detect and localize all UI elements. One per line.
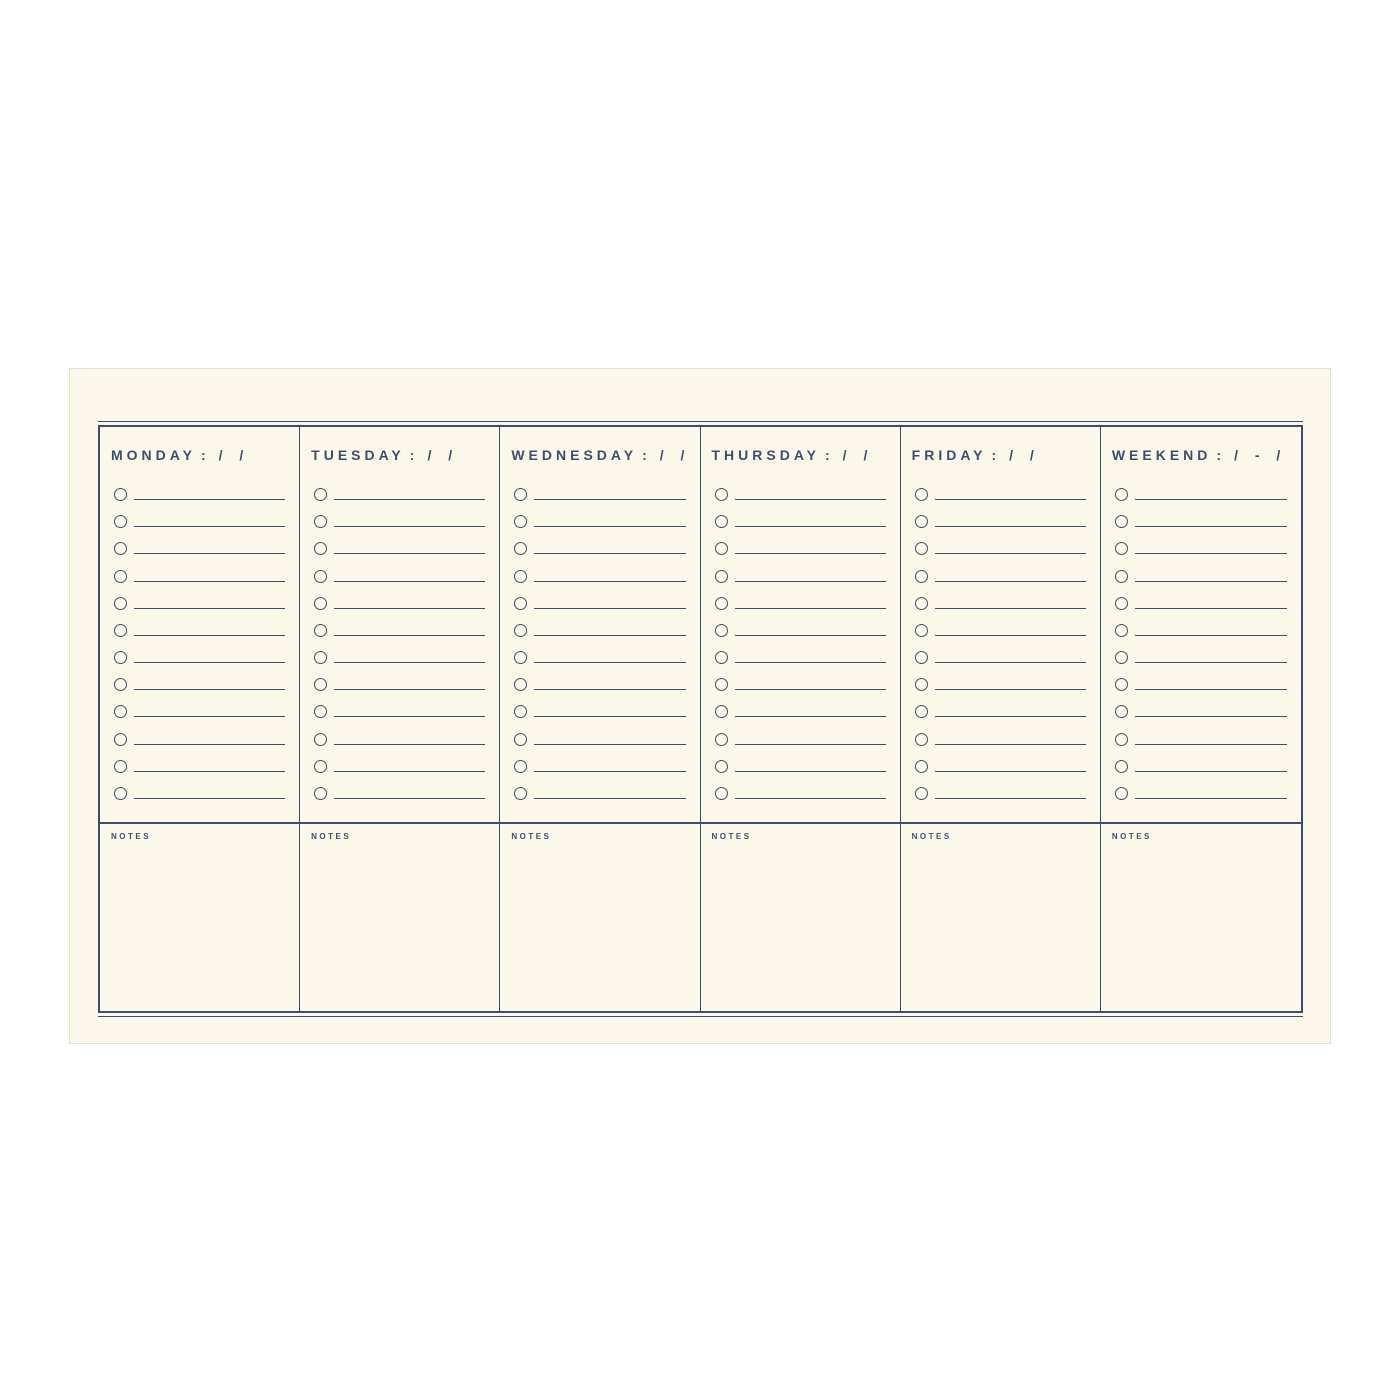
notes-section [701, 822, 900, 1011]
day-colon: : [825, 447, 830, 463]
task-writing-line[interactable] [935, 744, 1086, 745]
task-list [1101, 479, 1301, 805]
task-row[interactable] [100, 642, 299, 669]
checkbox-circle-icon[interactable] [514, 733, 527, 746]
checkbox-circle-icon[interactable] [314, 651, 327, 664]
task-row[interactable] [100, 506, 299, 533]
task-row[interactable] [500, 751, 699, 778]
task-writing-line[interactable] [935, 689, 1086, 690]
checkbox-circle-icon[interactable] [1115, 624, 1128, 637]
task-writing-line[interactable] [1135, 716, 1287, 717]
notes-label: NOTES [111, 832, 152, 841]
task-writing-line[interactable] [134, 744, 285, 745]
checkbox-circle-icon[interactable] [715, 542, 728, 555]
notes-section [1101, 822, 1301, 1011]
task-row[interactable] [300, 696, 499, 723]
task-row[interactable] [901, 723, 1100, 750]
day-column-weekend [1101, 427, 1301, 1011]
date-fill-in[interactable]: / / [659, 447, 687, 463]
task-writing-line[interactable] [1135, 581, 1287, 582]
date-fill-in[interactable]: / / [218, 447, 246, 463]
top-accent-rule [98, 421, 1303, 422]
task-writing-line[interactable] [534, 499, 685, 500]
checkbox-circle-icon[interactable] [915, 542, 928, 555]
day-columns [100, 427, 1301, 1011]
task-row[interactable] [1101, 560, 1301, 587]
checkbox-circle-icon[interactable] [915, 733, 928, 746]
task-row[interactable] [100, 588, 299, 615]
task-row[interactable] [500, 696, 699, 723]
notes-section [300, 822, 499, 1011]
task-row[interactable] [1101, 751, 1301, 778]
checkbox-circle-icon[interactable] [114, 651, 127, 664]
checkbox-circle-icon[interactable] [314, 515, 327, 528]
task-writing-line[interactable] [735, 635, 886, 636]
planner-table-wrap [98, 421, 1303, 1017]
task-writing-line[interactable] [334, 716, 485, 717]
checkbox-circle-icon[interactable] [314, 760, 327, 773]
task-row[interactable] [1101, 533, 1301, 560]
notes-label: NOTES [911, 832, 952, 841]
task-row[interactable] [300, 669, 499, 696]
task-writing-line[interactable] [534, 771, 685, 772]
notes-section [500, 822, 699, 1011]
task-writing-line[interactable] [334, 581, 485, 582]
task-writing-line[interactable] [735, 581, 886, 582]
task-row[interactable] [1101, 723, 1301, 750]
task-row[interactable] [500, 778, 699, 805]
task-row[interactable] [500, 560, 699, 587]
task-row[interactable] [300, 778, 499, 805]
checkbox-circle-icon[interactable] [314, 705, 327, 718]
task-writing-line[interactable] [735, 689, 886, 690]
task-list [500, 479, 699, 805]
day-label: MONDAY [111, 447, 196, 463]
checkbox-circle-icon[interactable] [114, 733, 127, 746]
task-row[interactable] [300, 533, 499, 560]
task-row[interactable] [300, 723, 499, 750]
date-fill-in[interactable]: / - / [1234, 447, 1283, 463]
task-writing-line[interactable] [935, 499, 1086, 500]
task-row[interactable] [701, 642, 900, 669]
task-row[interactable] [500, 588, 699, 615]
checkbox-circle-icon[interactable] [314, 597, 327, 610]
task-row[interactable] [1101, 778, 1301, 805]
notes-label: NOTES [511, 832, 552, 841]
task-writing-line[interactable] [534, 608, 685, 609]
checkbox-circle-icon[interactable] [314, 678, 327, 691]
task-row[interactable] [701, 696, 900, 723]
task-row[interactable] [500, 533, 699, 560]
task-row[interactable] [901, 506, 1100, 533]
task-writing-line[interactable] [735, 771, 886, 772]
task-writing-line[interactable] [1135, 744, 1287, 745]
checkbox-circle-icon[interactable] [715, 515, 728, 528]
checkbox-circle-icon[interactable] [915, 705, 928, 718]
task-writing-line[interactable] [935, 771, 1086, 772]
task-writing-line[interactable] [935, 553, 1086, 554]
task-writing-line[interactable] [735, 744, 886, 745]
notes-label: NOTES [311, 832, 352, 841]
task-row[interactable] [300, 615, 499, 642]
task-writing-line[interactable] [735, 553, 886, 554]
checkbox-circle-icon[interactable] [915, 597, 928, 610]
task-row[interactable] [100, 696, 299, 723]
day-column-friday [901, 427, 1101, 1011]
task-writing-line[interactable] [1135, 689, 1287, 690]
task-writing-line[interactable] [935, 662, 1086, 663]
day-label: THURSDAY [711, 447, 820, 463]
task-list [100, 479, 299, 805]
task-writing-line[interactable] [534, 662, 685, 663]
task-writing-line[interactable] [1135, 608, 1287, 609]
task-writing-line[interactable] [534, 553, 685, 554]
day-colon: : [1216, 447, 1222, 463]
checkbox-circle-icon[interactable] [514, 570, 527, 583]
task-writing-line[interactable] [134, 526, 285, 527]
task-writing-line[interactable] [134, 771, 285, 772]
notes-section [901, 822, 1100, 1011]
checkbox-circle-icon[interactable] [114, 542, 127, 555]
day-colon: : [991, 447, 997, 463]
task-row[interactable] [100, 615, 299, 642]
task-writing-line[interactable] [334, 635, 485, 636]
checkbox-circle-icon[interactable] [1115, 651, 1128, 664]
task-row[interactable] [300, 479, 499, 506]
task-row[interactable] [701, 533, 900, 560]
checkbox-circle-icon[interactable] [114, 597, 127, 610]
task-writing-line[interactable] [1135, 798, 1287, 799]
checkbox-circle-icon[interactable] [915, 624, 928, 637]
checkbox-circle-icon[interactable] [314, 733, 327, 746]
task-row[interactable] [901, 642, 1100, 669]
task-writing-line[interactable] [935, 635, 1086, 636]
checkbox-circle-icon[interactable] [715, 787, 728, 800]
checkbox-circle-icon[interactable] [715, 597, 728, 610]
task-row[interactable] [300, 588, 499, 615]
checkbox-circle-icon[interactable] [715, 733, 728, 746]
task-writing-line[interactable] [1135, 635, 1287, 636]
notes-area[interactable] [311, 841, 491, 1011]
task-writing-line[interactable] [134, 499, 285, 500]
checkbox-circle-icon[interactable] [114, 488, 127, 501]
task-row[interactable] [100, 479, 299, 506]
checkbox-circle-icon[interactable] [114, 570, 127, 583]
checkbox-circle-icon[interactable] [1115, 705, 1128, 718]
checkbox-circle-icon[interactable] [514, 760, 527, 773]
task-row[interactable] [901, 669, 1100, 696]
checkbox-circle-icon[interactable] [514, 678, 527, 691]
task-row[interactable] [500, 615, 699, 642]
date-fill-in[interactable]: / / [427, 447, 455, 463]
spacer [1101, 805, 1301, 822]
day-column-tuesday [300, 427, 500, 1011]
task-writing-line[interactable] [334, 798, 485, 799]
checkbox-circle-icon[interactable] [314, 570, 327, 583]
checkbox-circle-icon[interactable] [114, 760, 127, 773]
task-writing-line[interactable] [534, 526, 685, 527]
task-row[interactable] [701, 778, 900, 805]
date-fill-in[interactable]: / / [1009, 447, 1036, 463]
checkbox-circle-icon[interactable] [1115, 733, 1128, 746]
task-row[interactable] [100, 751, 299, 778]
task-writing-line[interactable] [935, 526, 1086, 527]
checkbox-circle-icon[interactable] [114, 515, 127, 528]
checkbox-circle-icon[interactable] [114, 678, 127, 691]
checkbox-circle-icon[interactable] [114, 787, 127, 800]
task-writing-line[interactable] [1135, 553, 1287, 554]
task-row[interactable] [500, 506, 699, 533]
checkbox-circle-icon[interactable] [915, 488, 928, 501]
spacer [500, 805, 699, 822]
task-row[interactable] [1101, 506, 1301, 533]
checkbox-circle-icon[interactable] [1115, 570, 1128, 583]
day-header [901, 427, 1100, 479]
checkbox-circle-icon[interactable] [715, 760, 728, 773]
day-label: TUESDAY [311, 447, 405, 463]
task-writing-line[interactable] [334, 526, 485, 527]
task-writing-line[interactable] [534, 716, 685, 717]
task-writing-line[interactable] [935, 716, 1086, 717]
task-writing-line[interactable] [1135, 662, 1287, 663]
task-row[interactable] [701, 669, 900, 696]
checkbox-circle-icon[interactable] [715, 651, 728, 664]
checkbox-circle-icon[interactable] [1115, 488, 1128, 501]
spacer [901, 805, 1100, 822]
notes-area[interactable] [111, 841, 291, 1011]
checkbox-circle-icon[interactable] [114, 705, 127, 718]
notes-area[interactable] [511, 841, 691, 1011]
checkbox-circle-icon[interactable] [915, 760, 928, 773]
task-row[interactable] [100, 778, 299, 805]
task-row[interactable] [701, 615, 900, 642]
planner-table [98, 425, 1303, 1013]
day-header [701, 427, 900, 479]
task-row[interactable] [901, 588, 1100, 615]
day-colon: : [409, 447, 415, 463]
task-row[interactable] [701, 588, 900, 615]
checkbox-circle-icon[interactable] [314, 542, 327, 555]
checkbox-circle-icon[interactable] [514, 488, 527, 501]
task-row[interactable] [901, 560, 1100, 587]
checkbox-circle-icon[interactable] [915, 515, 928, 528]
task-writing-line[interactable] [735, 526, 886, 527]
task-writing-line[interactable] [334, 744, 485, 745]
day-column-thursday [701, 427, 901, 1011]
checkbox-circle-icon[interactable] [514, 705, 527, 718]
bottom-accent-rule [98, 1016, 1303, 1017]
checkbox-circle-icon[interactable] [715, 488, 728, 501]
task-row[interactable] [300, 506, 499, 533]
task-writing-line[interactable] [334, 499, 485, 500]
day-header [500, 427, 699, 479]
task-row[interactable] [901, 696, 1100, 723]
task-row[interactable] [100, 669, 299, 696]
spacer [701, 805, 900, 822]
checkbox-circle-icon[interactable] [514, 542, 527, 555]
task-list [901, 479, 1100, 805]
notes-section [100, 822, 299, 1011]
task-row[interactable] [701, 723, 900, 750]
checkbox-circle-icon[interactable] [915, 651, 928, 664]
notes-area[interactable] [712, 841, 892, 1011]
task-row[interactable] [901, 615, 1100, 642]
spacer [300, 805, 499, 822]
task-row[interactable] [1101, 588, 1301, 615]
task-list [300, 479, 499, 805]
spacer [100, 805, 299, 822]
day-colon: : [200, 447, 206, 463]
task-writing-line[interactable] [1135, 526, 1287, 527]
checkbox-circle-icon[interactable] [1115, 542, 1128, 555]
checkbox-circle-icon[interactable] [1115, 678, 1128, 691]
checkbox-circle-icon[interactable] [514, 515, 527, 528]
date-fill-in[interactable]: / / [842, 447, 870, 463]
day-label: WEDNESDAY [511, 447, 638, 463]
task-row[interactable] [500, 669, 699, 696]
checkbox-circle-icon[interactable] [514, 597, 527, 610]
task-writing-line[interactable] [134, 581, 285, 582]
task-row[interactable] [701, 506, 900, 533]
task-row[interactable] [901, 479, 1100, 506]
task-writing-line[interactable] [534, 744, 685, 745]
task-writing-line[interactable] [334, 608, 485, 609]
task-writing-line[interactable] [534, 798, 685, 799]
task-row[interactable] [100, 533, 299, 560]
task-row[interactable] [701, 560, 900, 587]
task-row[interactable] [300, 642, 499, 669]
task-writing-line[interactable] [935, 608, 1086, 609]
task-writing-line[interactable] [534, 635, 685, 636]
task-writing-line[interactable] [735, 499, 886, 500]
task-writing-line[interactable] [1135, 771, 1287, 772]
task-row[interactable] [500, 642, 699, 669]
task-writing-line[interactable] [735, 608, 886, 609]
checkbox-circle-icon[interactable] [715, 678, 728, 691]
day-column-monday [100, 427, 300, 1011]
task-row[interactable] [100, 560, 299, 587]
checkbox-circle-icon[interactable] [915, 787, 928, 800]
checkbox-circle-icon[interactable] [514, 624, 527, 637]
task-row[interactable] [1101, 669, 1301, 696]
planner-sheet [69, 368, 1331, 1044]
day-label: WEEKEND [1111, 447, 1212, 463]
checkbox-circle-icon[interactable] [915, 678, 928, 691]
task-row[interactable] [901, 751, 1100, 778]
task-writing-line[interactable] [134, 553, 285, 554]
task-writing-line[interactable] [134, 716, 285, 717]
task-writing-line[interactable] [134, 662, 285, 663]
task-writing-line[interactable] [134, 689, 285, 690]
checkbox-circle-icon[interactable] [314, 624, 327, 637]
day-header [100, 427, 299, 479]
task-writing-line[interactable] [134, 635, 285, 636]
notes-label: NOTES [711, 832, 752, 841]
checkbox-circle-icon[interactable] [1115, 597, 1128, 610]
task-writing-line[interactable] [334, 662, 485, 663]
task-row[interactable] [901, 533, 1100, 560]
task-row[interactable] [500, 479, 699, 506]
task-writing-line[interactable] [1135, 499, 1287, 500]
day-label: FRIDAY [911, 447, 987, 463]
checkbox-circle-icon[interactable] [114, 624, 127, 637]
task-row[interactable] [701, 479, 900, 506]
task-writing-line[interactable] [735, 798, 886, 799]
task-row[interactable] [1101, 642, 1301, 669]
notes-area[interactable] [912, 841, 1092, 1011]
task-list [701, 479, 900, 805]
day-header [300, 427, 499, 479]
task-row[interactable] [1101, 696, 1301, 723]
notes-area[interactable] [1112, 841, 1293, 1011]
task-row[interactable] [701, 751, 900, 778]
checkbox-circle-icon[interactable] [715, 570, 728, 583]
checkbox-circle-icon[interactable] [1115, 515, 1128, 528]
task-writing-line[interactable] [134, 798, 285, 799]
notes-label: NOTES [1111, 832, 1152, 841]
task-row[interactable] [901, 778, 1100, 805]
task-writing-line[interactable] [735, 662, 886, 663]
task-row[interactable] [1101, 615, 1301, 642]
checkbox-circle-icon[interactable] [915, 570, 928, 583]
task-writing-line[interactable] [935, 581, 1086, 582]
checkbox-circle-icon[interactable] [1115, 787, 1128, 800]
day-colon: : [642, 447, 647, 463]
checkbox-circle-icon[interactable] [514, 787, 527, 800]
day-column-wednesday [500, 427, 700, 1011]
task-writing-line[interactable] [334, 689, 485, 690]
checkbox-circle-icon[interactable] [514, 651, 527, 664]
task-writing-line[interactable] [534, 689, 685, 690]
task-row[interactable] [100, 723, 299, 750]
task-writing-line[interactable] [735, 716, 886, 717]
task-writing-line[interactable] [134, 608, 285, 609]
checkbox-circle-icon[interactable] [1115, 760, 1128, 773]
task-writing-line[interactable] [935, 798, 1086, 799]
task-writing-line[interactable] [334, 553, 485, 554]
task-row[interactable] [300, 560, 499, 587]
checkbox-circle-icon[interactable] [314, 488, 327, 501]
checkbox-circle-icon[interactable] [314, 787, 327, 800]
checkbox-circle-icon[interactable] [715, 705, 728, 718]
task-row[interactable] [500, 723, 699, 750]
task-writing-line[interactable] [334, 771, 485, 772]
task-writing-line[interactable] [534, 581, 685, 582]
day-header [1101, 427, 1301, 479]
checkbox-circle-icon[interactable] [715, 624, 728, 637]
task-row[interactable] [300, 751, 499, 778]
task-row[interactable] [1101, 479, 1301, 506]
